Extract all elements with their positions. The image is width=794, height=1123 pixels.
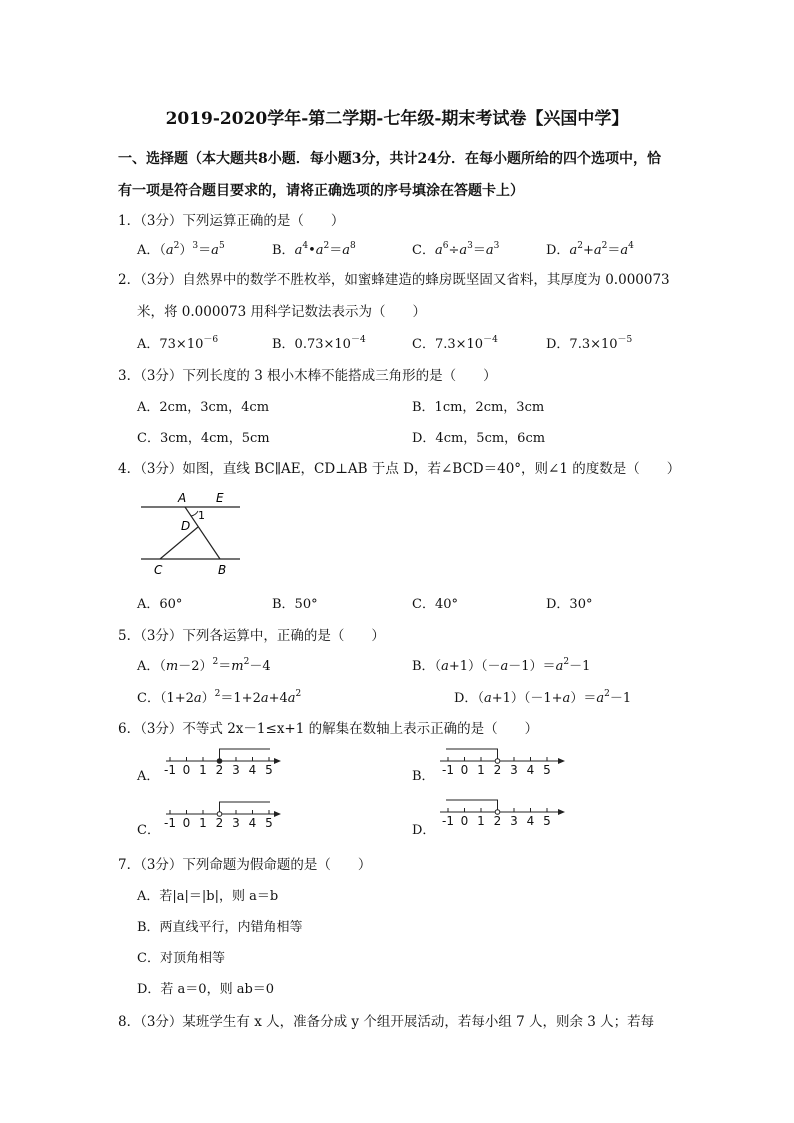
q6-option-d-label: D． <box>412 823 436 838</box>
tick-label: 5 <box>265 816 273 830</box>
q4-option-d: D．30° <box>546 597 593 612</box>
tick-label: 0 <box>182 816 191 830</box>
open-endpoint <box>495 810 500 815</box>
tick-label: -1 <box>442 814 454 828</box>
q2-option-a: A．$73\times 10^{-6}$ <box>137 335 219 352</box>
q6-stem: 6．（3分）不等式 2x－1≤x+1 的解集在数轴上表示正确的是（ ） <box>118 721 539 737</box>
q2-stem-line2: 米，将 0.000073 用科学记数法表示为（ ） <box>137 304 426 320</box>
solution-ray <box>446 800 498 812</box>
tick-label: 0 <box>182 763 191 777</box>
tick-label: 4 <box>526 814 535 828</box>
q6-number-line-a <box>164 745 284 777</box>
tick-label: 2 <box>215 816 224 830</box>
segment-cd <box>160 527 198 559</box>
solution-ray <box>446 749 498 761</box>
label-c: C <box>154 563 163 577</box>
q2-stem-line1: 2．（3分）自然界中的数学不胜枚举，如蜜蜂建造的蜂房既坚固又省料，其厚度为 0.000073 <box>118 272 670 288</box>
q1-option-d: D．$a^2+a^2=a^4$ <box>546 241 634 258</box>
q1-option-a: A．$(a^2)^3=a^5$ <box>137 241 225 258</box>
q3-option-d: D．4cm，5cm，6cm <box>412 431 546 446</box>
open-endpoint <box>217 812 222 817</box>
tick-label: 0 <box>460 763 469 777</box>
q4-stem: 4．（3分）如图，直线 BC∥AE，CD⊥AB 于点 D，若∠BCD＝40°，则∠1 的度数是（ ） <box>118 461 681 477</box>
tick-label: 0 <box>460 814 469 828</box>
tick-label: 1 <box>199 763 207 777</box>
q3-stem: 3．（3分）下列长度的 3 根小木棒不能搭成三角形的是（ ） <box>118 368 497 384</box>
page-title: 2019-2020学年-第二学期-七年级-期末考试卷【兴国中学】 <box>165 109 629 129</box>
tick-label: 1 <box>477 763 485 777</box>
tick-label: 3 <box>232 763 240 777</box>
q1-option-b: B．$a^4•a^2=a^8$ <box>272 241 356 258</box>
angle-1-arc <box>191 511 198 516</box>
tick-label: 4 <box>248 763 257 777</box>
axis-arrow <box>274 811 281 817</box>
q1-option-c: C．$a^6\div a^3=a^3$ <box>412 241 500 258</box>
q5-option-a: A．$(m-2)^2=m^2-4$ <box>137 657 271 674</box>
q5-option-c: C．$(1+2a)^2=1+2a+4a^2$ <box>137 689 302 706</box>
q5-option-d: D．$(a+1)(-1+a)=a^2-1$ <box>454 689 632 706</box>
q6-number-line-c <box>164 798 284 830</box>
tick-label: 2 <box>493 763 502 777</box>
q7-option-c: C．对顶角相等 <box>137 951 225 966</box>
q5-stem: 5．（3分）下列各运算中，正确的是（ ） <box>118 628 385 644</box>
tick-label: 1 <box>199 816 207 830</box>
q7-option-d: D．若 a＝0，则 ab＝0 <box>137 982 275 997</box>
solution-ray <box>220 802 271 814</box>
q8-stem-line1: 8．（3分）某班学生有 x 人，准备分成 y 个组开展活动，若每小组 7 人，则余 3 人；若每 <box>118 1014 655 1030</box>
solution-ray <box>220 749 271 761</box>
tick-label: 5 <box>543 814 551 828</box>
label-b: B <box>218 563 227 577</box>
q4-geometry-figure <box>138 488 248 580</box>
q3-option-a: A．2cm，3cm，4cm <box>137 400 270 415</box>
q3-option-c: C．3cm，4cm，5cm <box>137 431 270 446</box>
label-d: D <box>181 519 191 533</box>
q1-stem: 1．（3分）下列运算正确的是（ ） <box>118 213 345 229</box>
open-endpoint <box>495 759 500 764</box>
section-header-line1: 一、选择题（本大题共8小题．每小题3分，共计24分．在每小题所给的四个选项中，恰 <box>118 151 661 167</box>
q4-option-c: C．40° <box>412 597 458 612</box>
q5-option-b: B．$(a+1)(-a-1)=a^2-1$ <box>412 657 591 674</box>
label-angle-1: 1 <box>198 509 205 522</box>
tick-label: 3 <box>232 816 240 830</box>
tick-label: -1 <box>164 816 176 830</box>
closed-endpoint <box>217 759 222 764</box>
q3-option-b: B．1cm，2cm，3cm <box>412 400 545 415</box>
q7-option-b: B．两直线平行，内错角相等 <box>137 920 303 935</box>
label-a: A <box>178 491 187 505</box>
tick-label: 5 <box>543 763 551 777</box>
section-header-line2: 有一项是符合题目要求的，请将正确选项的序号填涂在答题卡上） <box>118 183 524 199</box>
axis-arrow <box>558 809 565 815</box>
q6-option-b-label: B． <box>412 769 435 784</box>
tick-label: 5 <box>265 763 273 777</box>
q2-option-b: B．$0.73\times 10^{-4}$ <box>272 335 366 352</box>
label-e: E <box>216 491 224 505</box>
tick-label: 3 <box>510 814 518 828</box>
tick-label: 3 <box>510 763 518 777</box>
q2-option-c: C．$7.3\times 10^{-4}$ <box>412 335 498 352</box>
q6-number-line-d <box>438 792 568 828</box>
tick-label: 4 <box>526 763 535 777</box>
q4-option-b: B．50° <box>272 597 318 612</box>
q7-option-a: A．若|a|＝|b|，则 a＝b <box>137 889 279 904</box>
q6-option-a-label: A． <box>137 769 160 784</box>
axis-arrow <box>558 758 565 764</box>
q2-option-d: D．$7.3\times 10^{-5}$ <box>546 335 633 352</box>
tick-label: -1 <box>164 763 176 777</box>
tick-label: 2 <box>493 814 502 828</box>
tick-label: -1 <box>442 763 454 777</box>
tick-label: 1 <box>477 814 485 828</box>
tick-label: 4 <box>248 816 257 830</box>
axis-arrow <box>274 758 281 764</box>
q7-stem: 7．（3分）下列命题为假命题的是（ ） <box>118 857 372 873</box>
q6-number-line-b <box>438 745 568 777</box>
tick-label: 2 <box>215 763 224 777</box>
q4-option-a: A．60° <box>137 597 183 612</box>
q6-option-c-label: C． <box>137 823 160 838</box>
